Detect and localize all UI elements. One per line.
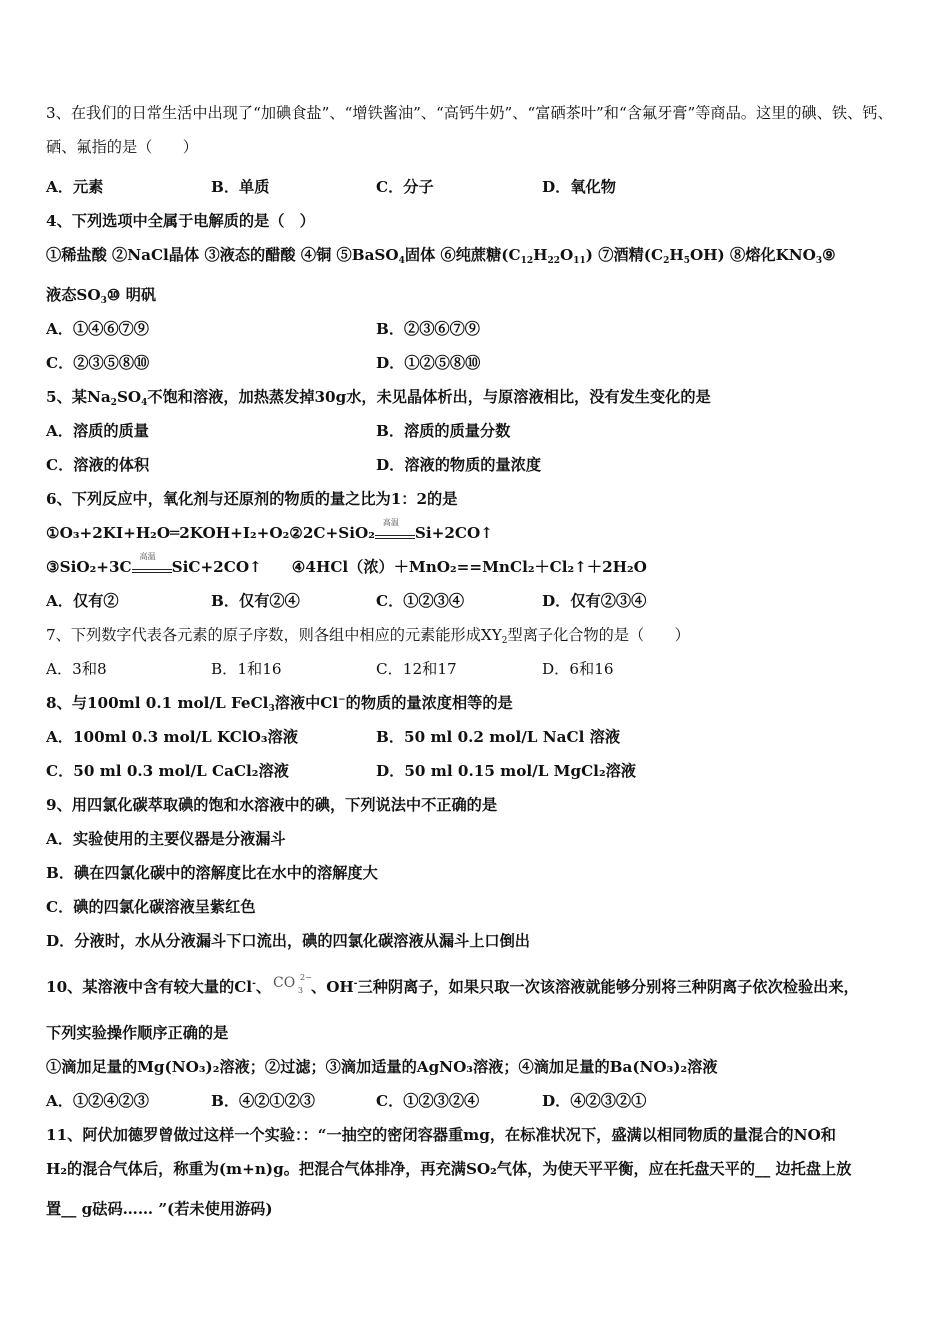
q7-option-d[interactable]: D．6和16 [542, 660, 614, 678]
q7-option-a[interactable]: A．3和8 [46, 660, 107, 678]
q5-option-a[interactable]: A．溶质的质量 [46, 422, 149, 440]
q10-steps: ①滴加足量的Mg(NO₃)₂溶液；②过滤；③滴加适量的AgNO₃溶液；④滴加足量的Ba(NO₃)₂溶液 [46, 1058, 718, 1076]
q8-stem: 8、与100ml 0.1 mol/L FeCl$_3$溶液中Cl−的物质的量浓度相等的是 [46, 694, 513, 714]
q10-option-d[interactable]: D．④②③②① [542, 1092, 647, 1110]
q6-reaction-4: ④4HCl（浓）＋MnO₂==MnCl₂＋Cl₂↑＋2H₂O [291, 558, 647, 576]
q9-option-c[interactable]: C．碘的四氯化碳溶液呈紫红色 [46, 898, 256, 916]
q3-option-d[interactable]: D．氧化物 [542, 178, 616, 196]
high-temp-condition-icon: 高温 [132, 560, 172, 576]
q11-stem-line2: H₂的混合气体后，称重为(m+n)g。把混合气体排净，再充满SO₂气体，为使天平平衡，应在托盘天平的__ 边托盘上放 [46, 1160, 852, 1178]
q4-option-a[interactable]: A．①④⑥⑦⑨ [46, 320, 149, 338]
q3-option-c[interactable]: C．分子 [376, 178, 434, 196]
q6-reaction-1: ①O₃+2KI+H₂O═2KOH+I₂+O₂ [46, 524, 290, 542]
q3-stem-line1: 3、在我们的日常生活中出现了“加碘食盐”、“增铁酱油”、“高钙牛奶”、“富硒茶叶”和“含氟牙膏”等商品。这里的碘、铁、钙、 [46, 104, 893, 122]
q6-reaction-2-left: ②2C+SiO₂ [289, 524, 375, 542]
q8-options-row1 [46, 720, 916, 754]
q4-option-b[interactable]: B．②③⑥⑦⑨ [376, 320, 480, 338]
q5-options-row1 [46, 414, 916, 448]
q10-options [46, 1084, 916, 1118]
q9-option-b[interactable]: B．碘在四氯化碳中的溶解度比在水中的溶解度大 [46, 864, 378, 882]
q7-options [46, 652, 916, 686]
q10-stem-line1: 10、某溶液中含有较大量的Cl-、 CO 2− 3 、OH-三种阴离子，如果只取一次该溶液就能够分别将三种阴离子依次检验出来， [46, 958, 916, 1016]
q6-option-c[interactable]: C．①②③④ [376, 592, 465, 610]
q3-stem-line2: 硒、氟指的是（ ） [46, 138, 198, 156]
q10-option-a[interactable]: A．①②④②③ [46, 1092, 149, 1110]
q3-option-b[interactable]: B．单质 [211, 178, 270, 196]
q5-option-c[interactable]: C．溶液的体积 [46, 456, 150, 474]
q6-stem: 6、下列反应中，氧化剂与还原剂的物质的量之比为1：2的是 [46, 490, 458, 508]
q4-substances-line2: 液态$SO_3⑩$ 明矾 [46, 286, 157, 306]
q8-option-a[interactable]: A．100ml 0.3 mol/L KClO₃溶液 [46, 728, 298, 746]
q5-option-b[interactable]: B．溶质的质量分数 [376, 422, 511, 440]
q6-option-d[interactable]: D．仅有②③④ [542, 592, 647, 610]
q7-stem: 7、下列数字代表各元素的原子序数，则各组中相应的元素能形成$XY_2$型离子化合物的是（ ） [46, 626, 690, 646]
q7-option-b[interactable]: B．1和16 [211, 660, 282, 678]
q11-stem-line1: 11、阿伏加德罗曾做过这样一个实验：：“一抽空的密闭容器重mg，在标准状况下，盛满以相同物质的量混合的NO和 [46, 1126, 836, 1144]
q6-reaction-2-right: Si+2CO↑ [414, 524, 493, 542]
q6-reaction-3-left: ③SiO₂+3C [46, 558, 132, 576]
q9-option-c-row [46, 890, 916, 924]
q5-option-d[interactable]: D．溶液的物质的量浓度 [376, 456, 542, 474]
q11-stem-line3: 置__ g砝码…… ”(若未使用游码) [46, 1200, 273, 1218]
q3-option-a[interactable]: A．元素 [46, 178, 104, 196]
q6-reaction-3-right: SiC+2CO↑ [171, 558, 262, 576]
q4-substances-line1: ①稀盐酸 ②NaCl晶体 ③液态的醋酸 ④铜 ⑤BaSO$_4$固体 ⑥纯蔗糖$(C_{12}H_{22}O_{11})$ ⑦酒精$(C_2H_5OH)$ ⑧熔化$KNO_3⑨$ [46, 246, 836, 266]
q10-option-c[interactable]: C．①②③②④ [376, 1092, 480, 1110]
q4-option-c[interactable]: C．②③⑤⑧⑩ [46, 354, 150, 372]
q6-options [46, 584, 916, 618]
q8-option-c[interactable]: C．50 ml 0.3 mol/L CaCl₂溶液 [46, 762, 289, 780]
q10-option-b[interactable]: B．④②①②③ [211, 1092, 315, 1110]
q8-option-d[interactable]: D．50 ml 0.15 mol/L MgCl₂溶液 [376, 762, 636, 780]
q8-option-b[interactable]: B．50 ml 0.2 mol/L NaCl 溶液 [376, 728, 621, 746]
q9-option-d-row [46, 924, 916, 958]
q7-option-c[interactable]: C．12和17 [376, 660, 457, 678]
q4-options-row2 [46, 346, 916, 380]
q10-stem-line2: 下列实验操作顺序正确的是 [46, 1024, 229, 1042]
q9-stem: 9、用四氯化碳萃取碘的饱和水溶液中的碘，下列说法中不正确的是 [46, 796, 498, 814]
q4-stem: 4、下列选项中全属于电解质的是（ ） [46, 212, 315, 230]
q6-option-a[interactable]: A．仅有② [46, 592, 119, 610]
q4-options-row1 [46, 312, 916, 346]
q9-option-b-row [46, 856, 916, 890]
exam-page [46, 96, 916, 1226]
carbonate-ion-formula: CO 2− 3 [273, 973, 312, 995]
q5-stem: 5、某$Na_2SO_4$不饱和溶液，加热蒸发掉30g水，未见晶体析出，与原溶液相比，没有发生变化的是 [46, 388, 711, 408]
q5-options-row2 [46, 448, 916, 482]
q4-option-d[interactable]: D．①②⑤⑧⑩ [376, 354, 481, 372]
q9-option-d[interactable]: D．分液时，水从分液漏斗下口流出，碘的四氯化碳溶液从漏斗上口倒出 [46, 932, 530, 950]
high-temp-condition-icon: 高温 [375, 526, 415, 542]
q8-options-row2 [46, 754, 916, 788]
q6-option-b[interactable]: B．仅有②④ [211, 592, 300, 610]
q6-reactions-line1 [46, 516, 916, 550]
q6-reactions-line2 [46, 550, 916, 584]
q9-option-a-row [46, 822, 916, 856]
q9-option-a[interactable]: A．实验使用的主要仪器是分液漏斗 [46, 830, 286, 848]
q3-options [46, 170, 916, 204]
